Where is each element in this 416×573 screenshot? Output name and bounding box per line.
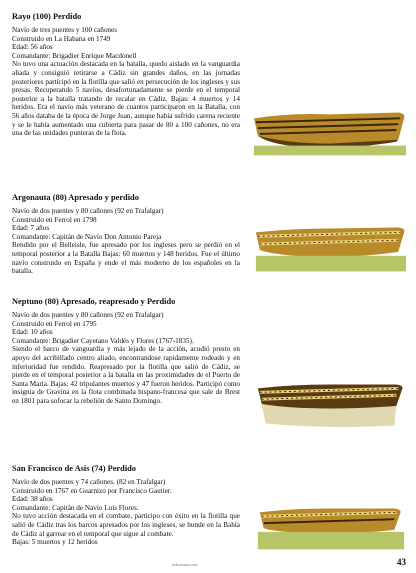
entry-title: Rayo (100) Perdido (12, 12, 82, 21)
page-number: 43 (397, 557, 406, 567)
entry-description: Rendido por el Belleisle, fue apresado por los ingleses pero se perdió en el temporal posterior a la Batalla Bajas: 60 muertos y 148 heridos. Fue el último navío construido en España y ende el más moderno de los españoles en la batalla. (12, 241, 240, 276)
ship-illustration-san-francisco-de-asis (252, 502, 408, 552)
entry-line: Comandante: Brigadier Enrique Macdonell (12, 51, 137, 60)
ship-entry-neptuno (12, 297, 240, 406)
entry-line: Construido en Ferrol en 1798 (12, 215, 97, 224)
entry-line: Comandante: Brigadier Cayetano Valdés y Flores (1767-1835). (12, 336, 194, 345)
ship-illustration-neptuno (252, 380, 408, 430)
entry-line: Construido en 1767 en Guarnizo por Francisco Gautier. (12, 486, 172, 495)
entry-description: No tuvo acción destacada en el combate, participo con éxito en la flotilla que salió de Cádiz tras los barcos apresados por los ingleses, se hunde en la Bahía de Cádiz al garrear en el temporal que sigue al combate. Bajas: 5 muertos y 12 heridos (12, 512, 240, 547)
entry-description: Siendo el barco de vanguardia y más lejado de la acción, acudió presto en apoyo del acribillado centro aliado, encontrandose rapidamente rodeado y en inferioridad fue rendido. Reapresado por la flotilla que salió de Cádiz, se pierde en el temporal posterior a la batalla en las proximidades de el Puerto de Santa María. Bajas: 42 tripulantes muertos y 47 fueron heridos. Participó como insignia de Gravina en la flota combinada hispano-francesa que sale de Brest en 1801 para sofocar la rebelión de Santo Domingo. (12, 345, 240, 405)
entry-title: San Francisco de Asís (74) Perdido (12, 464, 136, 473)
entry-title: Argonauta (80) Apresado y perdido (12, 193, 139, 202)
entry-line: Navío de dos puentes y 80 cañones (92 en Trafalgar) (12, 311, 164, 319)
ship-entry-rayo (12, 12, 240, 138)
entry-description: No tuvo una actuación destacada en la batalla, quedo aislado en la vanguardia aliada y consiguió retirarse a Cádiz sin grandes daños, en las jornadas posteriores participó en la flotilla que salió en persecución de los ingleses y sus presas. Recuperando 5 navíos, desafortunadamente se pierde en el temporal posterior a la batalla tratando de recalar en Cádiz. Bajas: 4 muertos y 14 heridos. Era el navío más veterano de cuantos participaron en la Batalla, con 56 años databa de la época de Jorge Juan, aunque había sufrido carena reciente y se le había aumentado una cubierta para pasar de 80 a 100 cañones, no era una de las unidades punteras de la flota. (12, 60, 240, 138)
entry-title: Neptuno (80) Apresado, reapresado y Perdido (12, 297, 176, 306)
entry-line: Navío de dos puentes y 80 cañones (92 en Trafalgar) (12, 207, 164, 215)
entry-line: Edad: 7 años (12, 224, 50, 233)
entry-line: Navío de dos puentes y 74 cañones. (82 en Trafalgar) (12, 478, 166, 486)
entry-line: Edad: 38 años (12, 495, 53, 504)
entry-line: Edad: 56 años (12, 43, 53, 52)
ship-entry-san-francisco-de-asis (12, 464, 240, 547)
ship-entry-argonauta (12, 193, 240, 276)
site-credit: todoavante.com (172, 562, 198, 567)
ship-illustration-rayo (252, 106, 408, 156)
entry-line: Edad: 10 años (12, 328, 53, 337)
entry-line: Navío de tres puentes y 100 cañones (12, 26, 117, 34)
entry-line: Construido en La Habana en 1749 (12, 34, 111, 43)
ship-illustration-argonauta (252, 222, 408, 272)
entry-line: Comandante: Capitán de Navío Don Antonio Pareja (12, 232, 162, 241)
entry-line: Comandante: Capitán de Navío Luis Flores. (12, 503, 139, 512)
entry-line: Construido en Ferrol en 1795 (12, 319, 97, 328)
